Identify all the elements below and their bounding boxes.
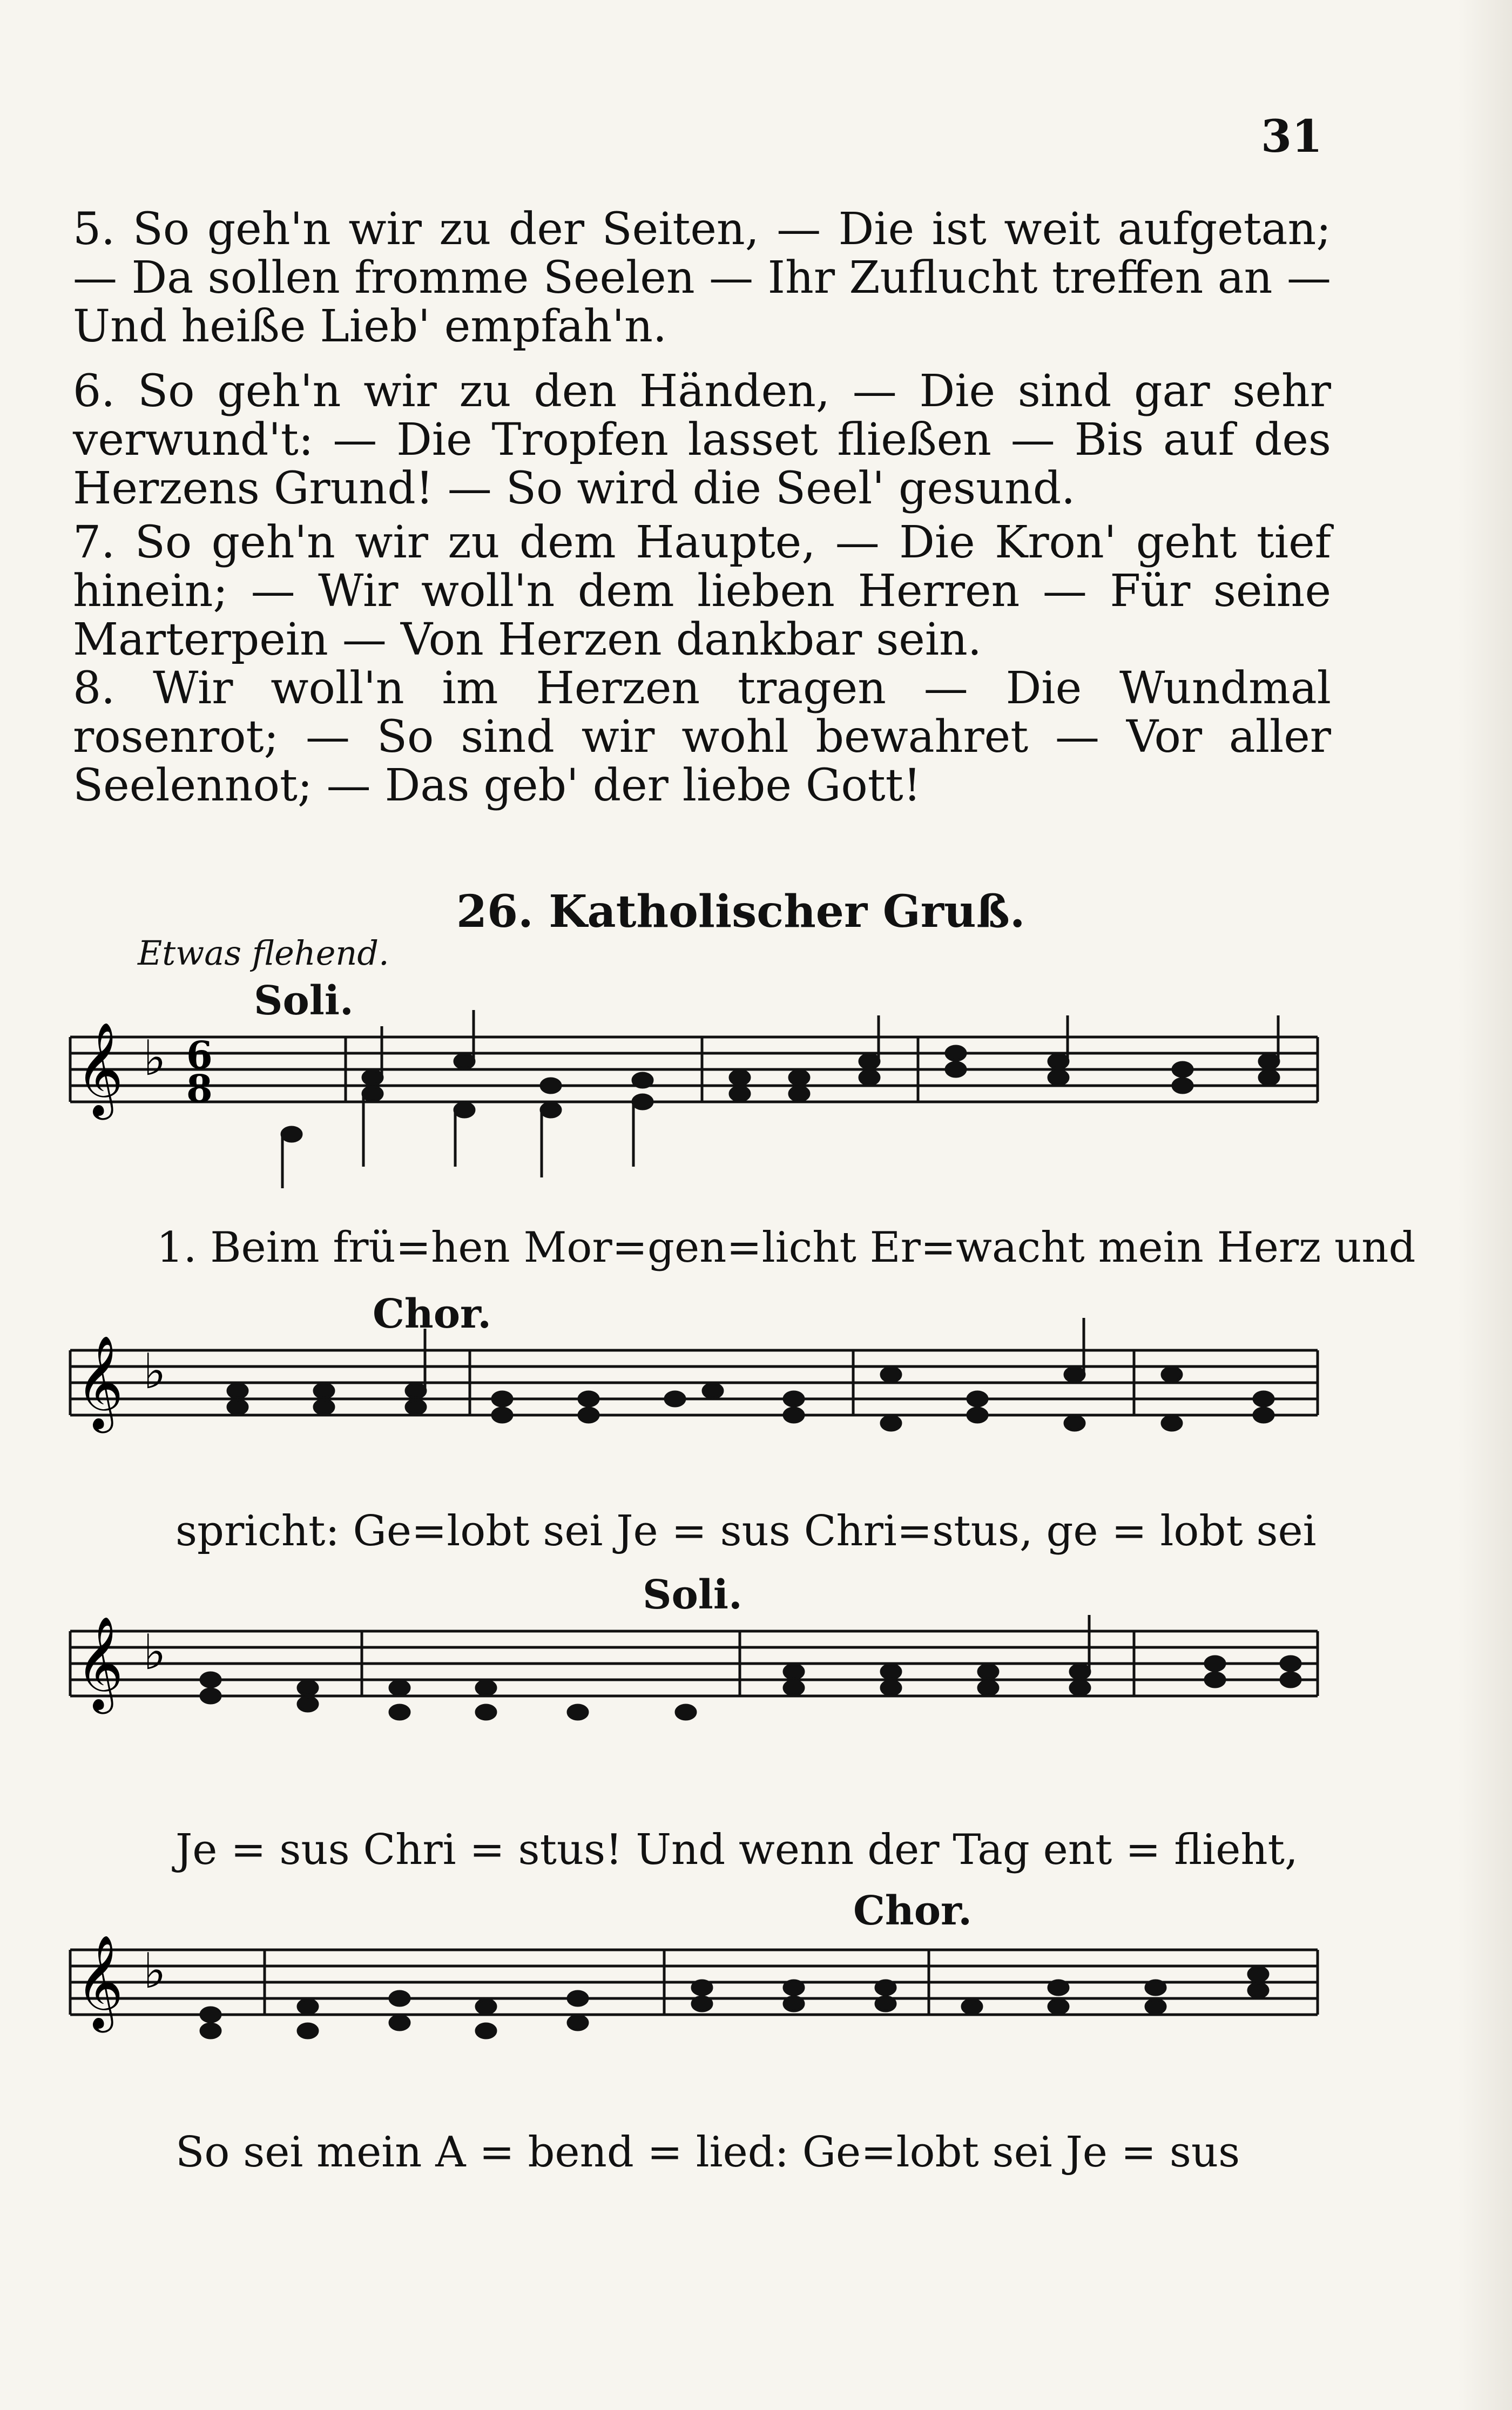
tempo-marking: Etwas flehend. (138, 933, 389, 973)
verse-7 (73, 519, 1331, 664)
verse-number: 8. (73, 663, 116, 714)
verse-number: 5. (73, 204, 116, 255)
lyrics-line-2: spricht: Ge=lobt sei Je = sus Chri=stus, ge = lobt sei (176, 1507, 1317, 1556)
treble-clef-icon: 𝄞 (76, 1022, 124, 1116)
music-staff-3 (0, 1616, 1512, 1836)
verse-number: 7. (73, 517, 116, 568)
lyrics-line-3: Je = sus Chri = stus! Und wenn der Tag ent = flieht, (176, 1826, 1298, 1874)
verse-text: So geh'n wir zu dem Haupte, — Die Kron' geht tief hinein; — Wir woll'n dem lieben Herren — Für seine Marterpein — Von Herzen dankbar sein. (73, 517, 1331, 665)
song-title: 26. Katholischer Gruß. (456, 886, 1025, 938)
lyrics-line-4: So sei mein A = bend = lied: Ge=lobt sei Je = sus (176, 2128, 1240, 2177)
verse-text: Wir woll'n im Herzen tragen — Die Wundmal rosenrot; — So sind wir wohl bewahret — Vor aller Seelennot; — Das geb' der liebe Gott! (73, 663, 1331, 811)
verse-text: So geh'n wir zu den Händen, — Die sind gar sehr verwund't: — Die Tropfen lasset fließen — Bis auf des Herzens Grund! — So wird die Seel' gesund. (73, 366, 1331, 514)
flat-icon: ♭ (143, 1943, 166, 2000)
system-label: Chor. (853, 1888, 973, 1934)
system-label: Chor. (373, 1291, 492, 1337)
verse-number: 6. (73, 366, 116, 417)
verse-8 (73, 664, 1331, 810)
page-number: 31 (1261, 111, 1323, 163)
time-sig-bottom: 8 (186, 1066, 213, 1111)
flat-icon: ♭ (143, 1030, 166, 1087)
verse-5 (73, 205, 1331, 351)
time-sig-top: 6 (186, 1033, 213, 1078)
verse-text: So geh'n wir zu der Seiten, — Die ist weit aufgetan; — Da sollen fromme Seelen — Ihr Zuflucht treffen an — Und heiße Lieb' empfah'n. (73, 204, 1331, 352)
treble-clef-icon: 𝄞 (76, 1335, 124, 1429)
music-staff-1 (0, 1022, 1512, 1242)
treble-clef-icon: 𝄞 (76, 1616, 124, 1710)
music-staff-4 (0, 1935, 1512, 2155)
system-label: Soli. (254, 978, 354, 1024)
flat-icon: ♭ (143, 1343, 166, 1400)
flat-icon: ♭ (143, 1624, 166, 1681)
lyrics-line-1: 1. Beim frü=hen Mor=gen=licht Er=wacht mein Herz und (157, 1223, 1416, 1272)
treble-clef-icon: 𝄞 (76, 1935, 124, 2029)
verse-6 (73, 367, 1331, 513)
system-label: Soli. (643, 1572, 742, 1618)
